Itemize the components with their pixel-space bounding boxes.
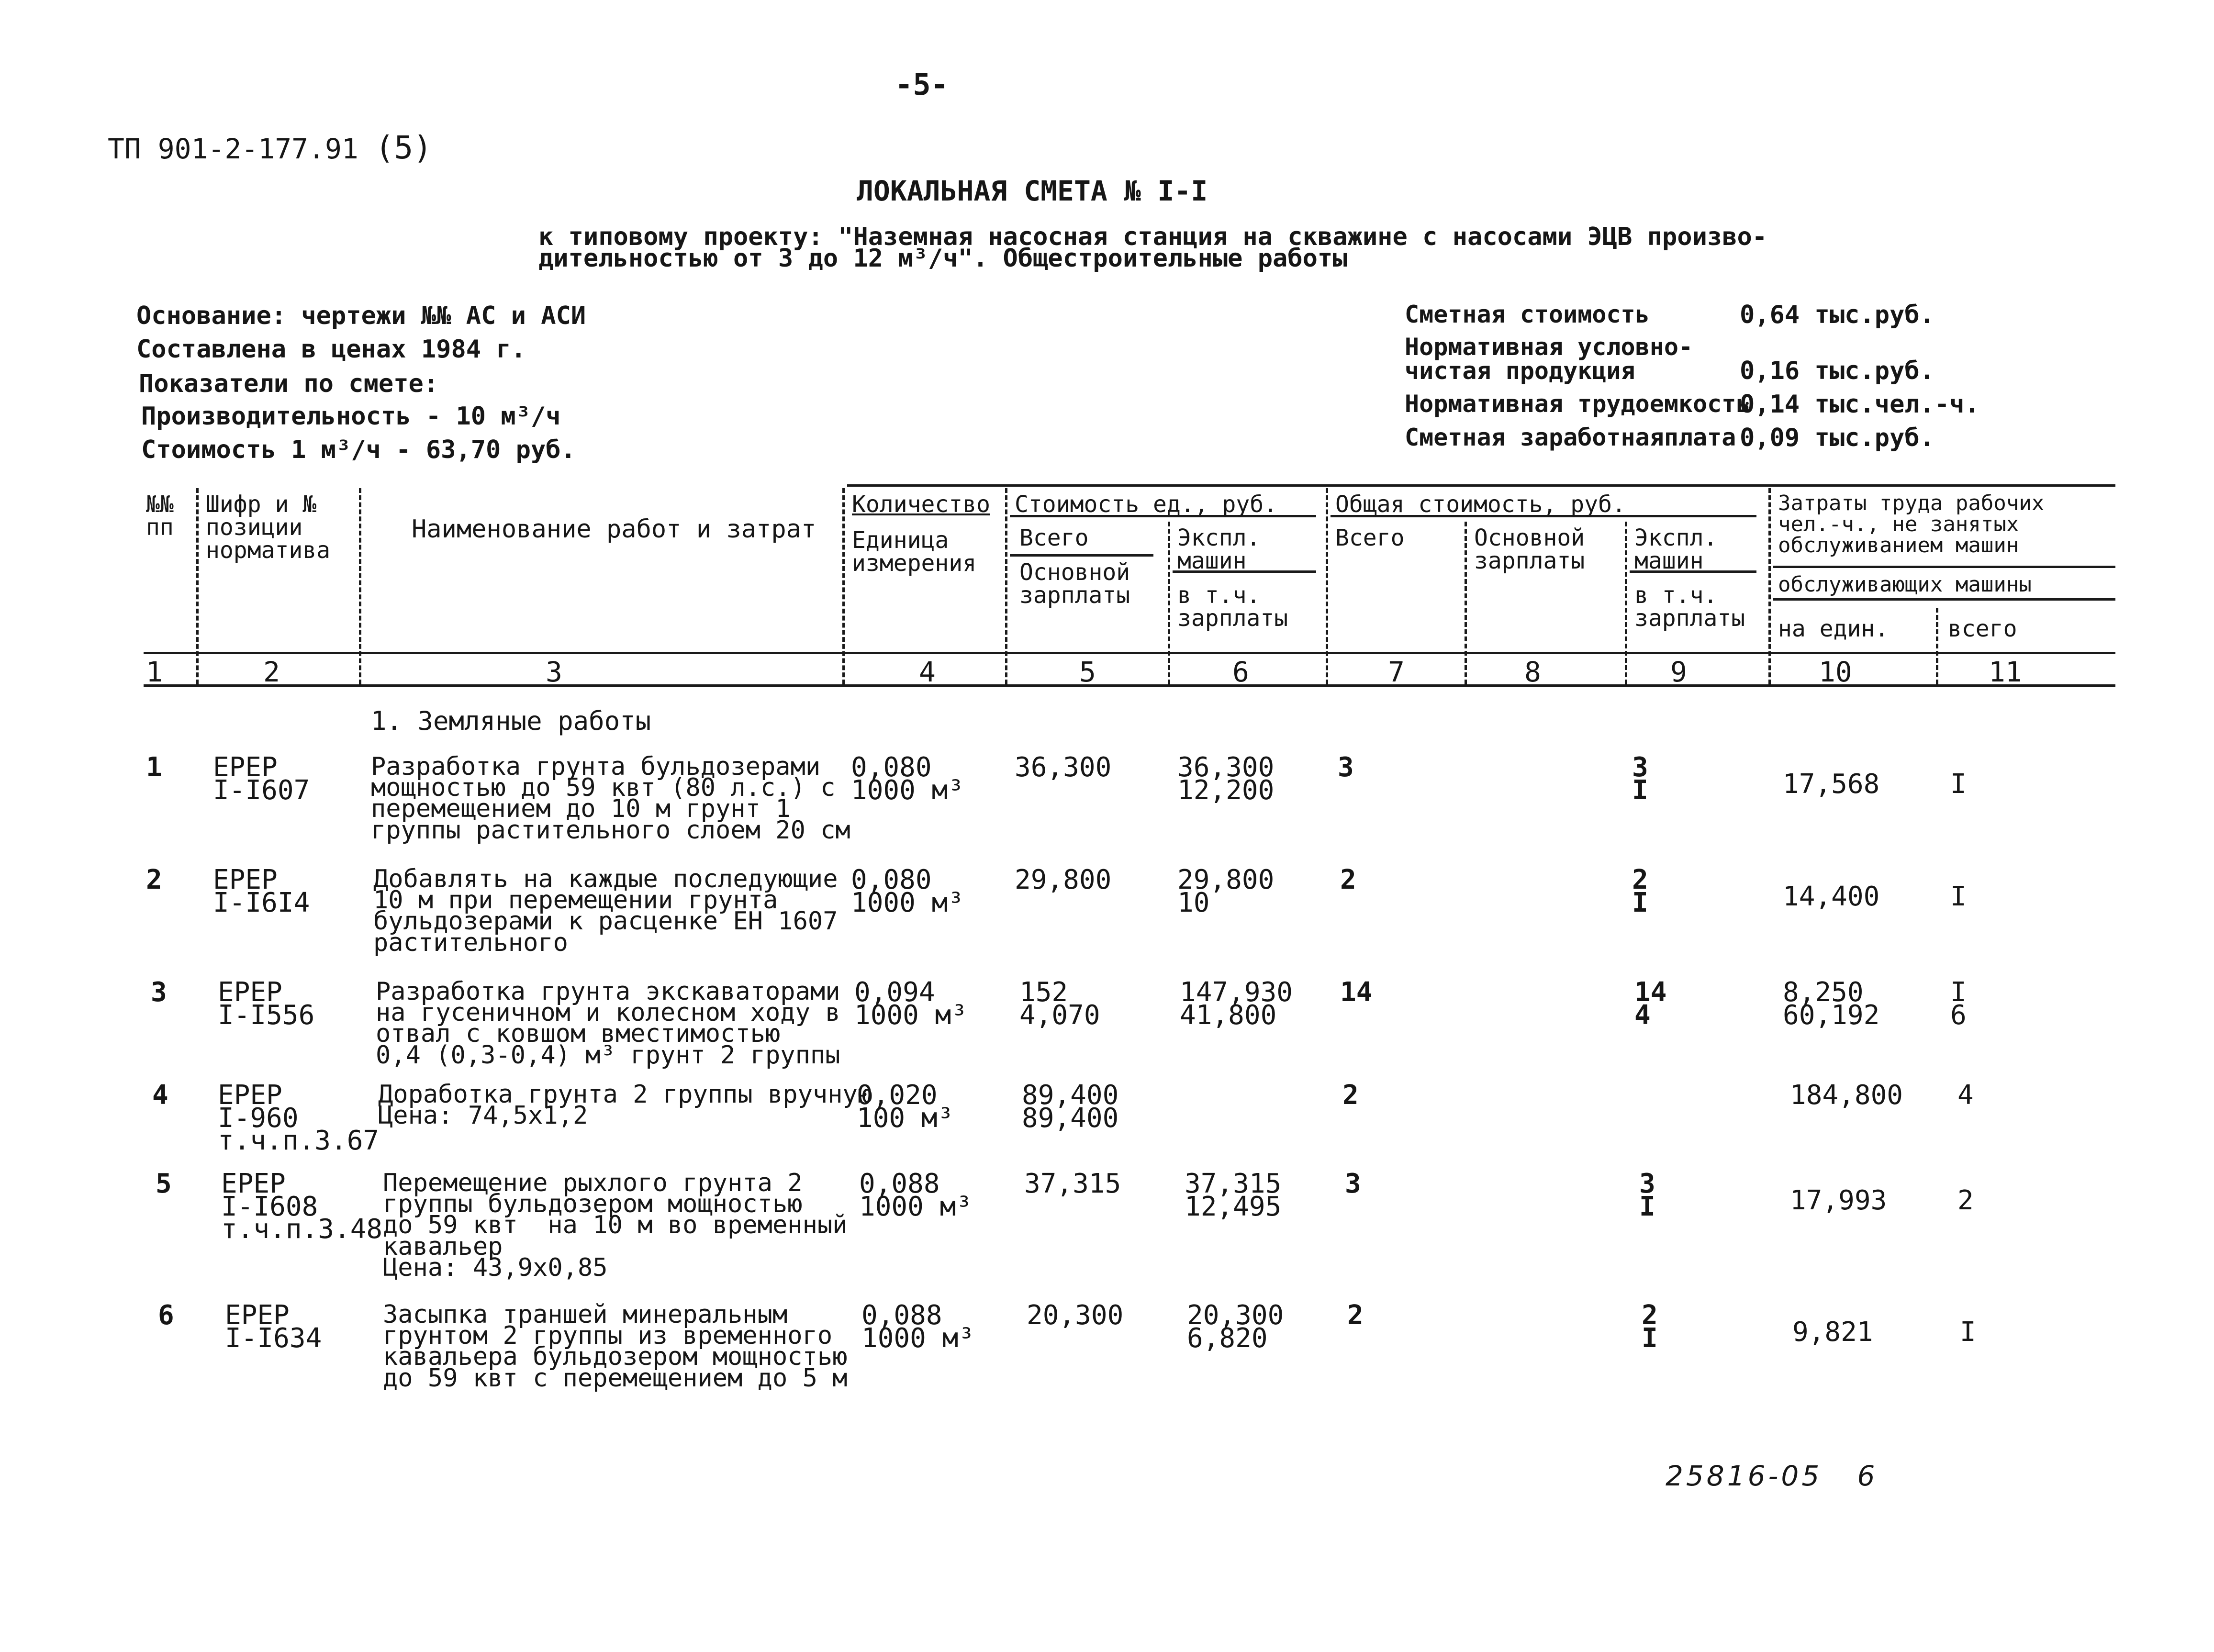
labor-per-unit: 14,400	[1783, 881, 1880, 912]
rule-labor-a	[1773, 566, 2115, 568]
doc-code-main: ТП 901-2-177.91	[108, 133, 358, 165]
norm-code: ЕРЕР I-I634	[225, 1300, 322, 1354]
header-unit: Единица измерения	[852, 527, 977, 577]
section-title: 1. Земляные работы	[371, 706, 651, 736]
col-sep-10	[1936, 608, 1938, 684]
info-prices: Составлена в ценах 1984 г.	[136, 335, 526, 364]
row-number: 5	[156, 1168, 172, 1199]
total-cost: 2	[1342, 1080, 1359, 1111]
footer-mark: 25816-05 6	[1666, 1460, 1878, 1492]
col-number-8: 8	[1524, 656, 1541, 688]
unit-cost-total: 89,400 89,400	[1022, 1080, 1119, 1134]
total-cost: 3	[1338, 752, 1354, 783]
unit-cost-total: 20,300	[1027, 1300, 1124, 1331]
unit-cost-machines: 29,800 10	[1177, 864, 1275, 918]
unit-cost-machines: 20,300 6,820	[1187, 1300, 1284, 1354]
header-c8-wage: Основной зарплаты	[1474, 525, 1585, 574]
col-sep-9	[1768, 488, 1771, 684]
labor-per-unit: 17,568	[1783, 769, 1880, 800]
rule-c5	[1010, 554, 1153, 557]
header-c5-wage: Основной зарплаты	[1019, 559, 1130, 609]
header-work-name: Наименование работ и затрат	[412, 515, 816, 544]
table-top-rule	[847, 484, 2115, 487]
quantity: 0,088 1000 м³	[859, 1168, 973, 1222]
total-machines: 2 I	[1642, 1300, 1658, 1354]
info-basis: Основание: чертежи №№ АС и АСИ	[136, 301, 586, 330]
row-number: 3	[151, 977, 167, 1008]
header-code: Шифр и № позиции норматива	[206, 491, 331, 564]
col-sep-7	[1465, 522, 1467, 684]
header-c7-total: Всего	[1335, 525, 1405, 551]
norm-code: ЕРЕР I-I607	[213, 752, 310, 806]
norm-code: ЕРЕР I-960 т.ч.п.3.67	[218, 1080, 380, 1157]
row-number: 6	[158, 1300, 174, 1331]
header-c5-total: Всего	[1019, 525, 1089, 551]
row-number: 2	[146, 864, 162, 895]
header-c6-machines: Экспл. машин	[1177, 525, 1261, 574]
labor-total: I	[1950, 881, 1967, 912]
info-estimated-cost-value: 0,64 тыс.руб.	[1740, 301, 1934, 329]
info-labor-value: 0,14 тыс.чел.-ч.	[1740, 390, 1979, 419]
row-number: 1	[146, 752, 162, 783]
header-total-cost: Общая стоимость, руб.	[1335, 491, 1626, 518]
unit-cost-total: 37,315	[1024, 1168, 1121, 1199]
labor-per-unit: 9,821	[1792, 1317, 1873, 1348]
header-labor: Затраты труда рабочих чел.-ч., не занятых обслуживанием машин	[1778, 491, 2045, 558]
doc-code-suffix: (5)	[375, 129, 432, 166]
header-row-number: №№ пп	[146, 491, 174, 541]
total-cost: 2	[1347, 1300, 1364, 1331]
labor-total: 2	[1957, 1185, 1974, 1216]
document-title: ЛОКАЛЬНАЯ СМЕТА № I-I	[857, 175, 1208, 207]
doc-code	[108, 129, 432, 166]
col-number-7: 7	[1388, 656, 1405, 688]
info-wage-value: 0,09 тыс.руб.	[1740, 424, 1934, 452]
col-number-9: 9	[1670, 656, 1687, 688]
col-sep-4	[1005, 488, 1007, 684]
labor-total: I 6	[1950, 977, 1967, 1031]
work-name: Перемещение рыхлого грунта 2 группы бульдозером мощностью до 59 квт на 10 м во временный кавальер Цена: 43,9x0,85	[383, 1169, 848, 1282]
col-sep-2	[359, 488, 361, 684]
col-sep-6	[1326, 488, 1328, 684]
subtitle-line-1: к типовому проекту: "Наземная насосная станция на скважине с насосами ЭЦВ произво-	[538, 223, 1767, 251]
unit-cost-machines: 36,300 12,200	[1177, 752, 1275, 806]
info-net-production-value: 0,16 тыс.руб.	[1740, 357, 1934, 385]
col-number-5: 5	[1079, 656, 1096, 688]
work-name: Засыпка траншей минеральным грунтом 2 группы из временного кавальера бульдозером мощностью до 59 квт с перемещением до 5 м	[383, 1300, 848, 1393]
info-capacity: Производительность - 10 м³/ч	[141, 402, 561, 431]
unit-cost-total: 36,300	[1015, 752, 1112, 783]
col-sep-3	[842, 488, 845, 684]
total-cost: 2	[1340, 864, 1356, 895]
quantity: 0,094 1000 м³	[854, 977, 968, 1031]
total-machines: 2 I	[1632, 864, 1648, 918]
row-number: 4	[152, 1080, 168, 1111]
rule-labor-b	[1773, 598, 2115, 601]
unit-cost-total: 152 4,070	[1019, 977, 1100, 1031]
subtitle-line-2: дительностью от 3 до 12 м³/ч". Общестроительные работы	[538, 244, 1348, 273]
total-machines: 14 4	[1634, 977, 1667, 1031]
norm-code: ЕРЕР I-I608 т.ч.п.3.48	[221, 1168, 383, 1245]
info-labor-label: Нормативная трудоемкость	[1405, 390, 1751, 418]
total-cost: 14	[1340, 977, 1373, 1008]
col-sep-1	[196, 488, 199, 684]
info-indicators: Показатели по смете:	[139, 369, 439, 398]
norm-code: ЕРЕР I-I6I4	[213, 864, 310, 918]
col-number-2: 2	[263, 656, 280, 688]
quantity: 0,020 100 м³	[857, 1080, 954, 1134]
labor-per-unit: 8,250 60,192	[1783, 977, 1880, 1031]
col-sep-8	[1625, 522, 1627, 684]
total-machines: 3 I	[1639, 1168, 1655, 1222]
info-estimated-cost-label: Сметная стоимость	[1405, 301, 1650, 328]
labor-total: I	[1960, 1317, 1976, 1348]
info-net-production-label: Нормативная условно- чистая продукция	[1405, 333, 1693, 385]
total-cost: 3	[1345, 1168, 1361, 1199]
unit-cost-machines: 37,315 12,495	[1185, 1168, 1282, 1222]
col-number-11: 11	[1989, 656, 2022, 688]
work-name: Доработка грунта 2 группы вручную Цена: 74,5x1,2	[378, 1080, 873, 1130]
work-name: Разработка грунта экскаваторами на гусеничном и колесном ходу в отвал с ковшом вместимостью 0,4 (0,3-0,4) м³ грунт 2 группы	[376, 977, 840, 1070]
header-c11-total: всего	[1948, 615, 2017, 642]
info-wage-label: Сметная заработнаяплата	[1405, 424, 1736, 451]
header-labor-machines: обслуживающих машины	[1778, 572, 2032, 597]
work-name: Добавлять на каждые последующие 10 м при перемещении грунта бульдозерами к расценке ЕН 1607 растительного	[373, 865, 838, 957]
header-unit-cost: Стоимость ед., руб.	[1015, 491, 1278, 518]
quantity: 0,080 1000 м³	[851, 752, 964, 806]
col-number-3: 3	[546, 656, 562, 688]
table-header-bottom-rule	[144, 652, 2115, 654]
labor-total: I	[1950, 769, 1967, 800]
norm-code: ЕРЕР I-I556	[218, 977, 315, 1031]
page-number: -5-	[895, 67, 949, 102]
info-unit-cost: Стоимость 1 м³/ч - 63,70 руб.	[141, 435, 576, 464]
total-machines: 3 I	[1632, 752, 1648, 806]
header-c10-per-unit: на един.	[1778, 615, 1889, 642]
col-number-6: 6	[1232, 656, 1249, 688]
quantity: 0,088 1000 м³	[861, 1300, 975, 1354]
col-sep-5	[1168, 522, 1170, 684]
header-c9-wage: в т.ч. зарплаты	[1634, 582, 1745, 632]
unit-cost-machines: 147,930 41,800	[1180, 977, 1293, 1031]
col-number-10: 10	[1819, 656, 1852, 688]
work-name: Разработка грунта бульдозерами мощностью до 59 квт (80 л.с.) с перемещением до 10 м грунт 1 группы растительного слоем 20 см	[371, 752, 850, 845]
quantity: 0,080 1000 м³	[851, 864, 964, 918]
labor-total: 4	[1957, 1080, 1974, 1111]
labor-per-unit: 17,993	[1790, 1185, 1887, 1216]
col-number-4: 4	[919, 656, 936, 688]
labor-per-unit: 184,800	[1790, 1080, 1903, 1111]
header-quantity: Количество	[852, 491, 990, 518]
header-c9-machines: Экспл. машин	[1634, 525, 1718, 574]
col-number-1: 1	[146, 656, 163, 688]
header-c6-wage: в т.ч. зарплаты	[1177, 582, 1288, 632]
unit-cost-total: 29,800	[1015, 864, 1112, 895]
